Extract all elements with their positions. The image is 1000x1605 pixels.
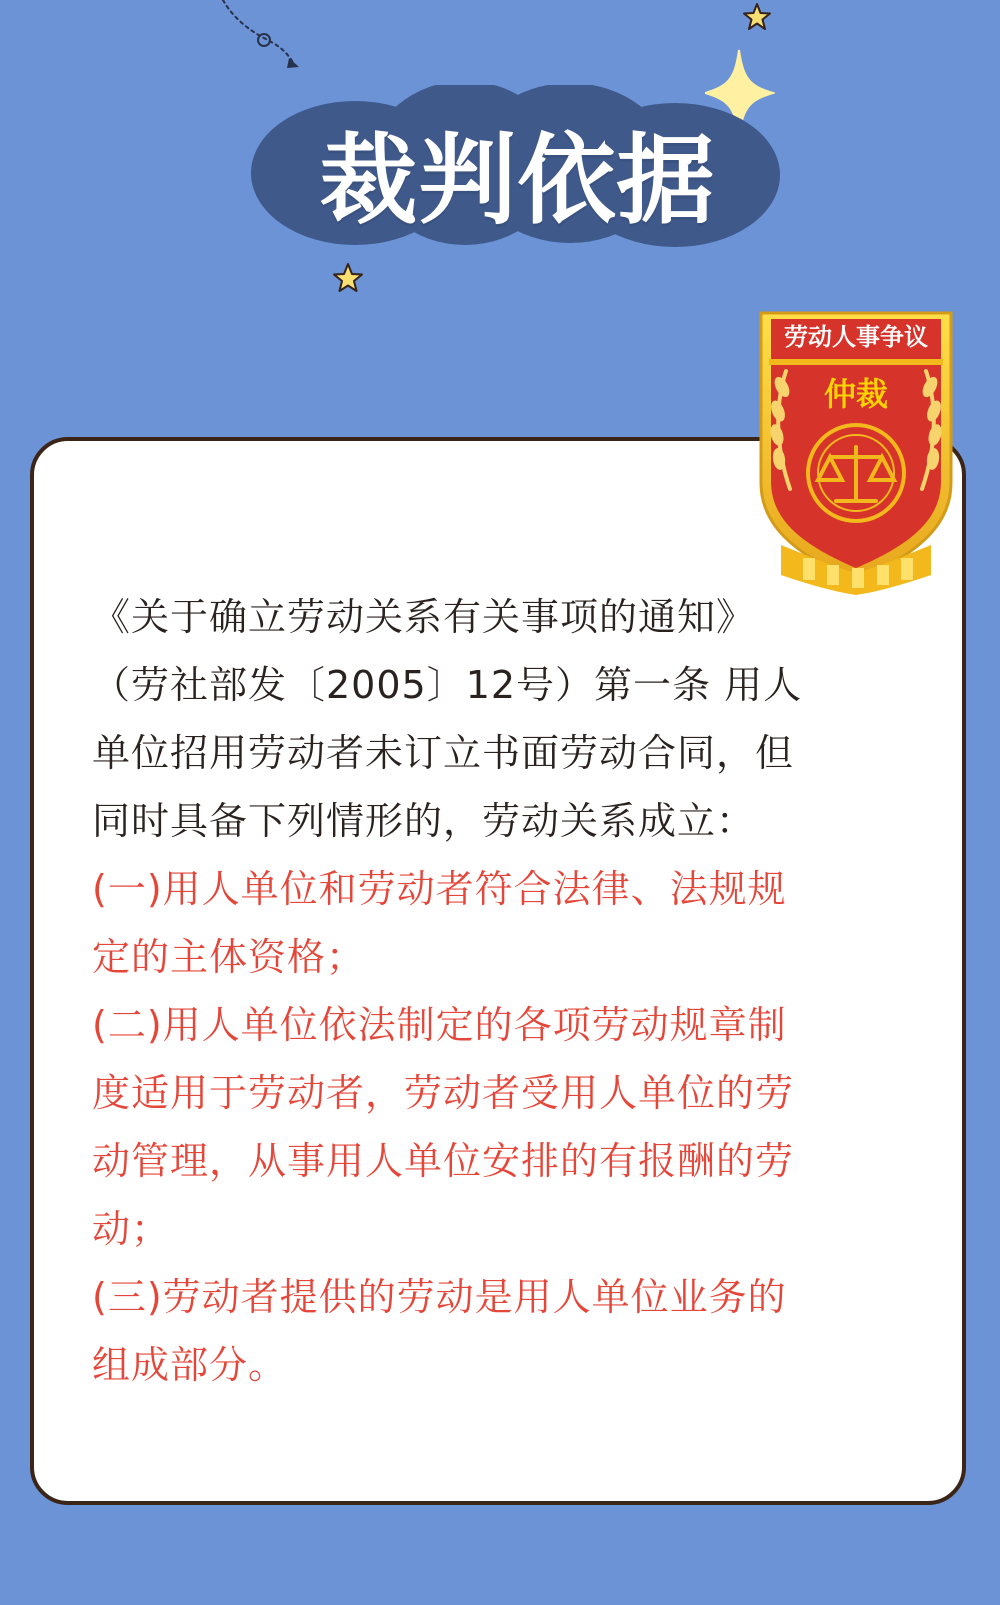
item-2-line-2: 度适用于劳动者，劳动者受用人单位的劳 (92, 1071, 795, 1115)
intro-line-2: （劳社部发〔2005〕12号）第一条 用人 (92, 663, 803, 707)
intro-line-3: 单位招用劳动者未订立书面劳动合同，但 (92, 731, 795, 775)
item-3-line-1: (三)劳动者提供的劳动是用人单位业务的 (92, 1275, 787, 1319)
page-title: 裁判依据 (319, 124, 716, 238)
emblem-label-top: 劳动人事争议 (784, 323, 928, 351)
legal-text-block (92, 583, 910, 1399)
emblem-label-main: 仲裁 (823, 375, 888, 413)
item-3-line-2: 组成部分。 (92, 1343, 288, 1387)
item-1-line-2: 定的主体资格； (92, 935, 366, 979)
item-2-line-1: (二)用人单位依法制定的各项劳动规章制 (92, 1003, 787, 1047)
item-1-line-1: (一)用人单位和劳动者符合法律、法规规 (92, 867, 787, 911)
star-icon (332, 262, 364, 294)
intro-line-4: 同时具备下列情形的，劳动关系成立： (92, 799, 756, 843)
item-2-line-4: 动； (92, 1207, 171, 1251)
dashed-arrow-icon (215, 0, 335, 85)
star-icon (742, 2, 772, 32)
item-2-line-3: 动管理，从事用人单位安排的有报酬的劳 (92, 1139, 795, 1183)
intro-line-1: 《关于确立劳动关系有关事项的通知》 (92, 595, 756, 639)
